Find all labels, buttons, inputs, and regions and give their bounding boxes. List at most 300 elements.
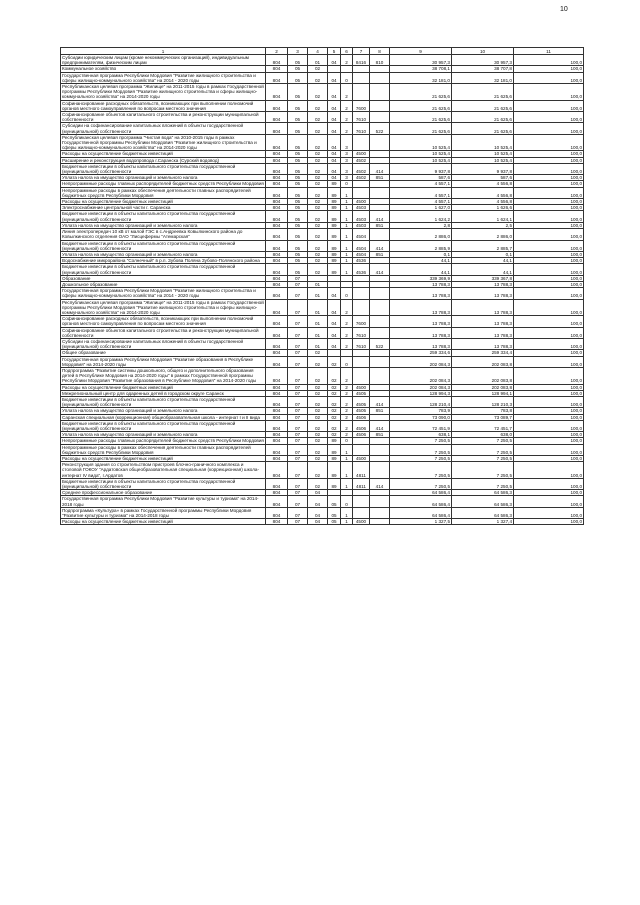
table-cell: 804 — [266, 316, 288, 327]
column-header: 7 — [353, 48, 370, 55]
row-description: Реконструкция здания со строительством пристроев блочно-граничного комплекса и столовой ГОКОУ "Ардатовская общеобразовательная специальная (коррекционная) школа-интернат IV вида", г.Ардатов — [61, 462, 266, 479]
table-cell: 522 — [370, 338, 390, 349]
table-cell: 05 — [288, 84, 308, 101]
table-cell: 07 — [288, 456, 308, 462]
table-cell: 804 — [266, 496, 288, 507]
table-row — [61, 211, 584, 222]
table-cell: 804 — [266, 258, 288, 264]
row-description: Республиканская целевая программа "Жилище" на 2011-2015 годы в рамках Государственной программы Республики Мордовия "Развитие жилищного строительства и сферы жилищно-коммунального хозяйства" на 2014-2020 годы — [62, 84, 264, 100]
table-cell: 804 — [266, 205, 288, 211]
table-cell: 89 — [328, 444, 341, 455]
table-row — [61, 496, 584, 507]
table-cell: 05 — [288, 199, 308, 205]
table-cell — [370, 496, 390, 507]
table-cell: 100,0 — [514, 456, 584, 462]
table-cell: 02 — [308, 420, 328, 431]
table-cell: 1 — [341, 251, 353, 257]
table-cell: 07 — [288, 367, 308, 384]
table-cell: 100,0 — [514, 123, 584, 134]
table-row — [61, 507, 584, 518]
row-description: Софинансирование объектов капитального строительства и реконструкции муниципальной собственности — [61, 327, 266, 338]
table-cell: 851 — [370, 251, 390, 257]
table-cell: 02 — [308, 72, 328, 83]
table-cell: 100,0 — [514, 390, 584, 396]
row-description: Саранская специальная (коррекционная) общеобразовательная школа - интернат I и II вида — [61, 414, 266, 420]
table-cell: 89 — [328, 258, 341, 264]
table-cell: 89 — [328, 222, 341, 228]
table-cell: 0 — [341, 496, 353, 507]
table-cell: 4506 — [353, 414, 370, 420]
table-cell: 89 — [328, 199, 341, 205]
table-cell: 1 624,2 — [390, 211, 452, 222]
table-cell: 21 625,6 — [452, 100, 514, 111]
table-cell: 04 — [308, 507, 328, 518]
table-cell: 89 — [328, 211, 341, 222]
table-cell — [370, 519, 390, 525]
row-description: Бюджетные инвестиции в объекты капитального строительства государственной (муниципальной) собственности — [61, 264, 266, 275]
table-cell: 02 — [308, 444, 328, 455]
table-cell: 01 — [308, 55, 328, 66]
table-cell: 07 — [288, 275, 308, 281]
table-row — [61, 55, 584, 66]
table-cell: 4503 — [353, 222, 370, 228]
table-cell: 100,0 — [514, 432, 584, 438]
table-cell: 02 — [328, 396, 341, 407]
table-cell: 05 — [288, 187, 308, 198]
table-cell: 13 788,3 — [452, 299, 514, 316]
table-cell — [370, 187, 390, 198]
table-cell: 414 — [370, 264, 390, 275]
table-cell: 01 — [308, 299, 328, 316]
table-cell: 587,6 — [452, 175, 514, 181]
table-cell — [353, 356, 370, 367]
table-cell: 89 — [328, 462, 341, 479]
table-cell: 7 250,5 — [390, 438, 452, 444]
table-cell — [353, 299, 370, 316]
table-cell: 04 — [328, 112, 341, 123]
table-cell: 13 788,3 — [452, 288, 514, 299]
table-cell: 13 788,3 — [390, 327, 452, 338]
table-cell: 89 — [328, 264, 341, 275]
table-cell: 100,0 — [514, 229, 584, 240]
table-cell: 804 — [266, 390, 288, 396]
row-description: Межрегиональный центр для одаренных детей в городском округе Саранск — [61, 390, 266, 396]
table-cell: 02 — [308, 240, 328, 251]
table-cell — [370, 299, 390, 316]
table-cell: 02 — [308, 211, 328, 222]
table-cell: 804 — [266, 432, 288, 438]
table-cell: 3 — [341, 157, 353, 163]
table-cell: 804 — [266, 222, 288, 228]
table-row — [61, 420, 584, 431]
column-header: 2 — [266, 48, 288, 55]
table-cell: 10 525,4 — [452, 157, 514, 163]
table-cell: 05 — [288, 211, 308, 222]
table-cell: 02 — [308, 222, 328, 228]
table-cell: 21 625,6 — [452, 123, 514, 134]
table-cell: 1 — [341, 478, 353, 489]
table-cell: 804 — [266, 187, 288, 198]
table-cell: 05 — [288, 72, 308, 83]
row-description: Государственная программа Республики Мордовия "Развитие культуры и туризма" на 2014-2018 годы — [61, 496, 266, 507]
table-cell: 05 — [288, 222, 308, 228]
table-cell: 02 — [308, 205, 328, 211]
column-header: 1 — [61, 48, 266, 55]
table-cell: 02 — [308, 396, 328, 407]
row-description: Бюджетные инвестиции в объекты капитального строительства государственной (муниципальной) собственности — [61, 163, 266, 174]
table-cell: 100,0 — [514, 350, 584, 356]
table-cell: 804 — [266, 299, 288, 316]
table-cell: 2 — [341, 414, 353, 420]
table-cell: 02 — [328, 367, 341, 384]
table-cell — [353, 288, 370, 299]
row-description: Непрограммные расходы в рамках обеспечения деятельности главных распорядителей бюджетных средств Республики Мордовия — [61, 444, 266, 455]
table-cell: 4 557,1 — [390, 199, 452, 205]
table-cell: 1 — [341, 222, 353, 228]
table-cell: 02 — [308, 100, 328, 111]
table-cell: 04 — [328, 338, 341, 349]
table-row — [61, 163, 584, 174]
table-cell: 100,0 — [514, 211, 584, 222]
table-cell: 07 — [288, 490, 308, 496]
row-description: Субсидии на софинансирование капитальных вложений в объекты государственной (муниципальной) собственности — [61, 123, 266, 134]
table-cell: 100,0 — [514, 84, 584, 101]
table-cell: 21 625,6 — [452, 84, 514, 101]
row-description: Подпрограмма «Культура» в рамках Государственной программы Республики Мордовия "Развитие культуры и туризма" на 2014-2018 годы — [61, 507, 266, 518]
table-cell: 100,0 — [514, 496, 584, 507]
table-cell: 1 — [341, 187, 353, 198]
table-cell: 04 — [328, 55, 341, 66]
row-description: Бюджетные инвестиции в объекты капитального строительства государственной (муниципальной) собственности — [61, 420, 266, 431]
table-cell: 44,1 — [452, 258, 514, 264]
table-cell: 202 083,8 — [452, 384, 514, 390]
table-cell: 9 937,8 — [390, 163, 452, 174]
table-cell: 89 — [328, 438, 341, 444]
table-cell: 339 367,8 — [452, 275, 514, 281]
table-cell: 804 — [266, 251, 288, 257]
table-cell: 100,0 — [514, 438, 584, 444]
table-cell: 804 — [266, 175, 288, 181]
table-cell: 64 586,3 — [452, 490, 514, 496]
table-cell: 04 — [328, 175, 341, 181]
table-cell: 4502 — [353, 157, 370, 163]
column-header: 9 — [390, 48, 452, 55]
table-cell: 804 — [266, 55, 288, 66]
column-header: 4 — [308, 48, 328, 55]
table-cell: 44,1 — [452, 264, 514, 275]
table-cell: 13 788,3 — [390, 316, 452, 327]
table-cell: 804 — [266, 478, 288, 489]
table-cell: 07 — [288, 396, 308, 407]
table-cell: 07 — [288, 444, 308, 455]
table-cell: 3 — [341, 151, 353, 157]
page-number: 10 — [560, 6, 568, 13]
table-cell: 13 788,3 — [452, 338, 514, 349]
table-cell: 64 586,4 — [390, 490, 452, 496]
table-cell — [370, 462, 390, 479]
table-cell: 783,9 — [390, 408, 452, 414]
table-cell: 100,0 — [514, 134, 584, 151]
table-cell: 05 — [328, 507, 341, 518]
table-cell: 4503 — [353, 211, 370, 222]
table-cell: 804 — [266, 66, 288, 72]
table-cell: 804 — [266, 462, 288, 479]
table-cell: 851 — [370, 432, 390, 438]
table-cell: 100,0 — [514, 367, 584, 384]
table-cell: 4 556,8 — [452, 187, 514, 198]
table-cell: 100,0 — [514, 100, 584, 111]
table-cell: 2 — [341, 55, 353, 66]
table-cell: 804 — [266, 199, 288, 205]
table-cell: 7610 — [353, 338, 370, 349]
table-cell: 804 — [266, 84, 288, 101]
table-row — [61, 462, 584, 479]
table-cell: 7 250,5 — [390, 444, 452, 455]
table-cell: 3 — [341, 163, 353, 174]
table-cell: 2 885,7 — [452, 240, 514, 251]
table-cell: 128 210,4 — [390, 396, 452, 407]
table-cell: 2 — [341, 338, 353, 349]
table-cell: 202 083,8 — [452, 356, 514, 367]
table-cell: 05 — [288, 251, 308, 257]
table-cell: 4 556,8 — [452, 199, 514, 205]
table-cell: 04 — [308, 519, 328, 525]
table-cell: 804 — [266, 157, 288, 163]
table-cell: 1 — [341, 229, 353, 240]
table-cell: 05 — [288, 264, 308, 275]
table-cell: 8416 — [353, 55, 370, 66]
table-cell: 128 994,1 — [452, 390, 514, 396]
table-cell: 100,0 — [514, 72, 584, 83]
table-cell: 04 — [328, 327, 341, 338]
table-row — [61, 327, 584, 338]
table-cell: 07 — [288, 384, 308, 390]
table-cell: 638,0 — [452, 432, 514, 438]
table-cell: 07 — [288, 288, 308, 299]
row-description: Расходы на осуществление бюджетных инвестиций — [61, 519, 266, 525]
table-cell — [370, 288, 390, 299]
table-cell: 804 — [266, 134, 288, 151]
table-cell: 72 451,9 — [390, 420, 452, 431]
table-cell: 100,0 — [514, 462, 584, 479]
table-cell: 7600 — [353, 316, 370, 327]
table-cell: 05 — [288, 258, 308, 264]
table-cell: 4505 — [353, 408, 370, 414]
table-cell: 4503 — [353, 205, 370, 211]
table-row — [61, 187, 584, 198]
table-cell: 100,0 — [514, 187, 584, 198]
table-cell: 804 — [266, 112, 288, 123]
table-cell: 07 — [288, 438, 308, 444]
table-cell: 100,0 — [514, 163, 584, 174]
table-cell: 02 — [308, 350, 328, 356]
table-row — [61, 72, 584, 83]
table-cell: 44,1 — [390, 264, 452, 275]
table-cell: 07 — [288, 462, 308, 479]
table-cell: 04 — [328, 163, 341, 174]
row-description: Республиканская целевая программа "Чистая вода" на 2010-2015 годы в рамках Государственной программы Республики Мордовия "Развитие жилищного строительства и сферы жилищно-коммунального хозяйства" на 2014-2020 годы — [61, 134, 266, 151]
table-cell: 30 957,3 — [390, 55, 452, 66]
row-description: Электроснабжение центральной части г. Саранска — [61, 205, 266, 211]
row-description: Государственная программа Республики Мордовия "Развитие образования в Республике Мордовия" на 2014-2020 годы — [61, 356, 266, 367]
table-cell: 7 250,5 — [452, 462, 514, 479]
table-cell: 100,0 — [514, 519, 584, 525]
table-cell: 128 210,3 — [452, 396, 514, 407]
table-cell: 4502 — [353, 175, 370, 181]
table-cell: 804 — [266, 420, 288, 431]
table-row — [61, 100, 584, 111]
column-header: 3 — [288, 48, 308, 55]
row-description: Подпрограмма "Развитие системы дошкольного, общего и дополнительного образования детей в Республике Мордовия на 2014-2020 годы" в рамках Государственной программы Республики Мордовия "Развитие образования в Республике Мордовия" на 2014-2020 годы — [61, 367, 266, 384]
table-cell: 10 525,4 — [390, 151, 452, 157]
table-cell: 100,0 — [514, 281, 584, 287]
table-cell: 10 525,4 — [452, 151, 514, 157]
column-header: 10 — [452, 48, 514, 55]
table-cell — [353, 84, 370, 101]
table-cell: 804 — [266, 490, 288, 496]
table-cell: 4506 — [353, 420, 370, 431]
table-cell — [370, 507, 390, 518]
table-cell: 804 — [266, 123, 288, 134]
table-cell: 4 556,8 — [452, 181, 514, 187]
table-cell: 89 — [328, 229, 341, 240]
row-description: Непрограммные расходы в рамках обеспечения деятельности главных распорядителей бюджетных средств Республики Мордовия — [61, 187, 266, 198]
row-description: Бюджетные инвестиции в объекты капитального строительства государственной (муниципальной) собственности — [61, 211, 266, 222]
table-cell: 4811 — [353, 462, 370, 479]
table-cell: 05 — [288, 175, 308, 181]
table-cell: 02 — [308, 66, 328, 72]
table-cell: 2 886,0 — [390, 229, 452, 240]
table-cell: 414 — [370, 240, 390, 251]
table-cell: 4536 — [353, 258, 370, 264]
table-cell: 100,0 — [514, 356, 584, 367]
table-cell: 100,0 — [514, 396, 584, 407]
table-cell: 100,0 — [514, 157, 584, 163]
table-cell: 804 — [266, 288, 288, 299]
table-cell: 783,8 — [452, 408, 514, 414]
table-cell: 100,0 — [514, 420, 584, 431]
table-cell: 02 — [308, 478, 328, 489]
table-cell: 0 — [341, 438, 353, 444]
table-cell: 04 — [328, 157, 341, 163]
table-cell: 02 — [308, 229, 328, 240]
table-cell: 21 625,6 — [452, 112, 514, 123]
row-description: Софинансирование расходных обязательств, возникающих при выполнении полномочий органов местного самоуправления по вопросам местного значения — [61, 100, 266, 111]
row-description: Водоснабжение микрорайона "Солнечный" в р.п. Зубова Поляна Зубово-Полянского района — [61, 258, 266, 264]
table-cell: 100,0 — [514, 275, 584, 281]
table-cell — [370, 229, 390, 240]
table-cell: 73 089,7 — [452, 414, 514, 420]
table-cell: 07 — [288, 478, 308, 489]
table-cell: 05 — [288, 229, 308, 240]
row-description: Дошкольное образование — [61, 281, 266, 287]
table-cell: 804 — [266, 456, 288, 462]
table-cell: 1 — [341, 264, 353, 275]
table-cell: 128 994,3 — [390, 390, 452, 396]
table-row — [61, 338, 584, 349]
row-description: Софинансирование расходных обязательств, возникающих при выполнении полномочий органов местного самоуправления по вопросам местного значения — [61, 316, 266, 327]
table-cell: 202 083,8 — [452, 367, 514, 384]
table-cell: 804 — [266, 211, 288, 222]
table-cell: 4505 — [353, 390, 370, 396]
table-cell: 07 — [288, 281, 308, 287]
table-cell: 804 — [266, 181, 288, 187]
table-cell: 89 — [328, 251, 341, 257]
table-cell: 100,0 — [514, 175, 584, 181]
table-cell: 38 708,1 — [390, 66, 452, 72]
table-cell: 804 — [266, 100, 288, 111]
table-cell: 804 — [266, 519, 288, 525]
table-cell: 7600 — [353, 100, 370, 111]
table-cell: 02 — [308, 187, 328, 198]
table-cell: 339 369,9 — [390, 275, 452, 281]
table-cell: 7610 — [353, 112, 370, 123]
table-cell: 804 — [266, 264, 288, 275]
table-cell — [353, 507, 370, 518]
table-cell: 02 — [308, 181, 328, 187]
table-cell: 804 — [266, 163, 288, 174]
table-cell: 804 — [266, 408, 288, 414]
table-cell: 44,1 — [390, 258, 452, 264]
table-cell: 4504 — [353, 229, 370, 240]
table-cell: 02 — [308, 112, 328, 123]
table-cell: 01 — [308, 288, 328, 299]
row-description: Субсидии юридическим лицам (кроме некоммерческих организаций), индивидуальным предпринимателям, физическим лицам — [61, 55, 266, 66]
table-cell: 04 — [328, 288, 341, 299]
table-cell: 02 — [328, 432, 341, 438]
table-cell — [370, 112, 390, 123]
table-cell — [370, 72, 390, 83]
table-cell: 04 — [328, 84, 341, 101]
table-cell: 414 — [370, 396, 390, 407]
table-cell: 13 788,3 — [452, 327, 514, 338]
table-cell: 01 — [308, 327, 328, 338]
table-cell: 02 — [308, 438, 328, 444]
table-cell: 100,0 — [514, 251, 584, 257]
table-cell: 38 707,8 — [452, 66, 514, 72]
table-cell: 64 586,4 — [390, 507, 452, 518]
row-description: Государственная программа Республики Мордовия "Развитие жилищного строительства и сферы жилищно-коммунального хозяйства" на 2014 - 2020 годы — [61, 288, 266, 299]
table-cell — [353, 444, 370, 455]
table-body — [61, 55, 584, 525]
row-description: Коммунальное хозяйство — [61, 66, 266, 72]
table-cell: 7 250,5 — [390, 478, 452, 489]
table-cell: 64 586,4 — [390, 496, 452, 507]
table-cell: 02 — [328, 420, 341, 431]
table-row — [61, 356, 584, 367]
table-cell: 07 — [288, 496, 308, 507]
table-cell: 259 334,6 — [390, 350, 452, 356]
table-cell: 522 — [370, 123, 390, 134]
table-cell: 2 — [341, 420, 353, 431]
table-cell: 4811 — [353, 478, 370, 489]
table-cell: 05 — [328, 519, 341, 525]
table-cell: 259 334,4 — [452, 350, 514, 356]
table-cell: 2 — [341, 408, 353, 414]
table-cell: 02 — [308, 456, 328, 462]
table-cell: 04 — [328, 151, 341, 157]
table-cell — [353, 367, 370, 384]
table-cell: 1 626,6 — [452, 205, 514, 211]
table-cell: 100,0 — [514, 327, 584, 338]
table-row — [61, 519, 584, 525]
table-cell: 72 451,7 — [452, 420, 514, 431]
table-cell: 1 327,5 — [390, 519, 452, 525]
table-cell: 89 — [328, 181, 341, 187]
row-description: Уплата налога на имущество организаций и земельного налога — [61, 175, 266, 181]
table-cell: 100,0 — [514, 478, 584, 489]
row-description: Непрограммные расходы главных распорядителей бюджетных средств Республики Мордовия — [62, 438, 264, 444]
